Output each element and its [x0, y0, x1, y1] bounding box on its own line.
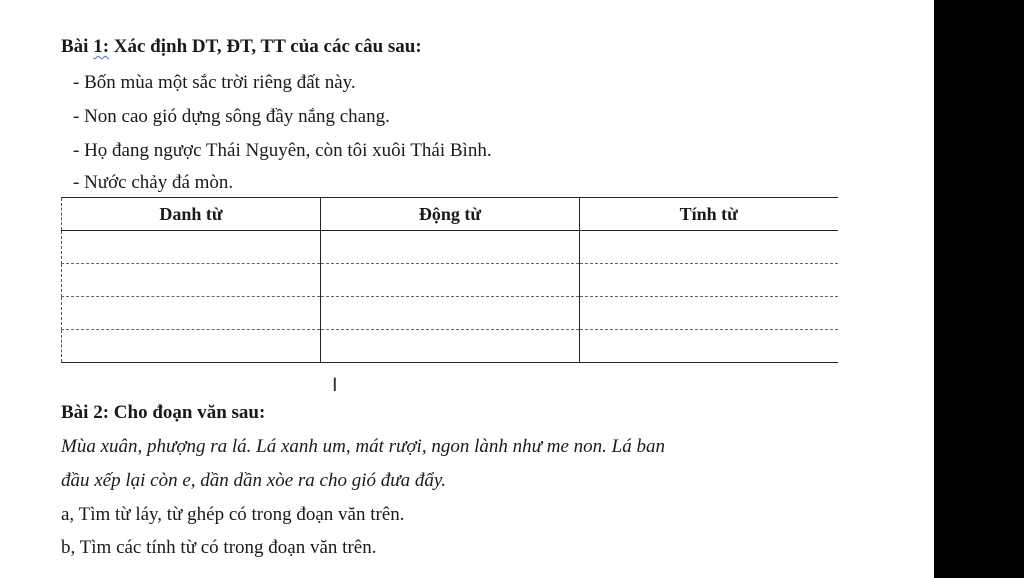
- exercise-1-title-prefix: Bài: [61, 36, 94, 57]
- sentence-3: - Họ đang ngược Thái Nguyên, còn tôi xuôi Thái Bình.: [73, 140, 492, 161]
- table-row: [62, 330, 838, 363]
- table-row: [62, 264, 838, 297]
- exercise-1-title-rest: Xác định DT, ĐT, TT của các câu sau:: [109, 36, 422, 57]
- text-cursor-icon: I: [332, 374, 338, 396]
- word-class-table: [61, 197, 838, 363]
- header-verb: Động từ: [321, 198, 580, 231]
- exercise-1-number: 1:: [93, 36, 110, 57]
- right-black-bar: [934, 0, 1024, 578]
- passage-line-1: Mùa xuân, phượng ra lá. Lá xanh um, mát rượi, ngon lành như me non. Lá ban: [61, 436, 665, 457]
- question-b: b, Tìm các tính từ có trong đoạn văn trên.: [61, 537, 377, 558]
- header-noun: Danh từ: [62, 198, 321, 231]
- table-cell[interactable]: [580, 330, 838, 363]
- passage-line-2: đầu xếp lại còn e, dần dần xòe ra cho gió đưa đẩy.: [61, 470, 447, 491]
- table-row: [62, 297, 838, 330]
- exercise-1-title: [61, 36, 422, 58]
- sentence-2: - Non cao gió dựng sông đầy nắng chang.: [73, 106, 390, 127]
- table-cell[interactable]: [580, 297, 838, 330]
- table-cell[interactable]: [62, 297, 321, 330]
- question-a: a, Tìm từ láy, từ ghép có trong đoạn văn trên.: [61, 504, 405, 525]
- sentence-4: - Nước chảy đá mòn.: [73, 172, 234, 193]
- table-cell[interactable]: [62, 231, 321, 264]
- sentence-1: - Bốn mùa một sắc trời riêng đất này.: [73, 72, 356, 93]
- table-header-row: [62, 198, 838, 231]
- table-cell[interactable]: [321, 297, 580, 330]
- table-cell[interactable]: [321, 264, 580, 297]
- table-row: [62, 231, 838, 264]
- table-cell[interactable]: [580, 264, 838, 297]
- header-adjective: Tính từ: [580, 198, 838, 231]
- table-cell[interactable]: [321, 231, 580, 264]
- exercise-2-title: Bài 2: Cho đoạn văn sau:: [61, 402, 266, 423]
- table-cell[interactable]: [62, 330, 321, 363]
- table-cell[interactable]: [321, 330, 580, 363]
- table-cell[interactable]: [580, 231, 838, 264]
- table-cell[interactable]: [62, 264, 321, 297]
